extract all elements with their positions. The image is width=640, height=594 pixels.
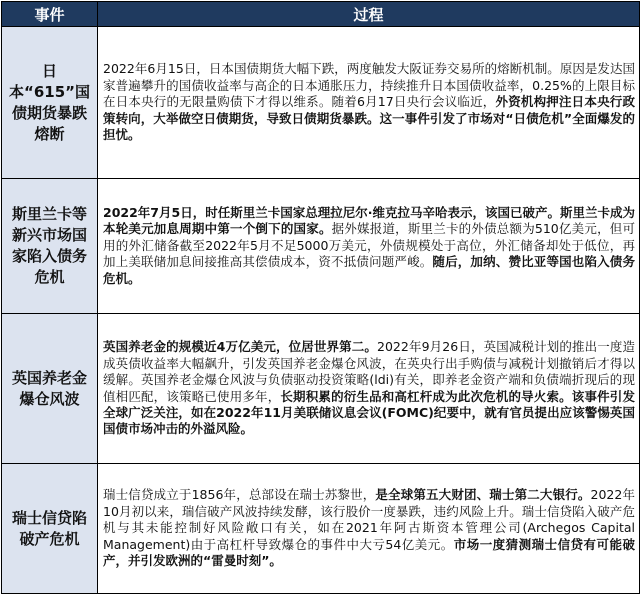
- event-name: 日本“615”国债期货暴跌熔断: [2, 27, 98, 179]
- process-text-bold: 长期积累的衍生品和高杠杆成为此次危机的导火索。该事件引发全球广泛关注，如在2022年11月美联储议息会议(FOMC)纪要中，就有官员提出应该警惕英国国债市场冲击的外溢风险。: [103, 388, 635, 437]
- process-text-bold: 2022年7月5日，时任斯里兰卡国家总理拉尼尔·维克拉马辛哈表示，该国已破产。斯里兰卡成为本轮美元加息周期中第一个倒下的国家。: [103, 204, 635, 237]
- process-text: 2022年9月26日，英国减税计划的推出一度造成英债收益率大幅飙升，引发英国养老金爆仓风波，在英央行出手购债与减税计划撤销后才得以缓解。英国养老金爆仓风波与负债驱动投资策略(ldi)有关，即养老金资产端和负债端折现后的现值相匹配，该策略已使用多年，: [103, 339, 636, 404]
- event-process: [98, 179, 640, 314]
- event-name: 斯里兰卡等新兴市场国家陷入债务危机: [2, 179, 98, 314]
- event-process: [98, 314, 640, 464]
- event-name: 英国养老金爆仓风波: [2, 314, 98, 464]
- header-process: 过程: [98, 2, 640, 27]
- event-name: 瑞士信贷陷破产危机: [2, 464, 98, 594]
- events-table: [1, 1, 640, 594]
- process-text: 2022年6月15日，日本国债期货大幅下跌，两度触发大阪证券交易所的熔断机制。原因是发达国家普遍攀升的国债收益率与高企的日本通胀压力，持续推升日本国债收益率，0.25%的上限目标在日本央行的无限量购债下才得以维系。随着6月17日央行会议临近，: [103, 61, 635, 110]
- process-text: 2022年10月初以来，瑞信破产风波持续发酵，该行股价一度暴跌，违约风险上升。瑞士信贷陷入破产危机与其未能控制好风险敞口有关，如在2021年阿古斯资本管理公司(Archegos Capital Management)由于高杠杆导致爆仓的事件中大亏54亿美元。: [103, 487, 635, 552]
- event-process: [98, 464, 640, 594]
- process-text-bold: 市场一度猜测瑞士信贷有可能破产，并引发欧洲的“雷曼时刻”。: [103, 536, 635, 569]
- event-process: [98, 27, 640, 179]
- process-text-bold: 是全球第五大财团、瑞士第二大银行。: [375, 487, 591, 503]
- process-text-bold: 英国养老金的规模近4万亿美元，位居世界第二。: [103, 339, 378, 355]
- header-event: 事件: [2, 2, 98, 27]
- table-row: [2, 179, 640, 314]
- table-row: [2, 464, 640, 594]
- process-text: 据外媒报道，斯里兰卡的外债总额为510亿美元，但可用的外汇储备截至2022年5月不足5000万美元，外债规模处于高位，外汇储备却处于低位，再加上美联储加息间接推高其偿债成本，资不抵债问题严峻。: [103, 221, 635, 270]
- table-row: [2, 314, 640, 464]
- process-text-bold: 外资机构押注日本央行政策转向，大举做空日债期货，导致日债期货暴跌。这一事件引发了市场对“日债危机”全面爆发的担忧。: [103, 94, 635, 143]
- process-text-bold: 随后，加纳、赞比亚等国也陷入债务危机。: [103, 254, 635, 286]
- table-row: [2, 27, 640, 179]
- table-header-row: [2, 2, 640, 27]
- process-text: 瑞士信贷成立于1856年，总部设在瑞士苏黎世，: [103, 487, 376, 503]
